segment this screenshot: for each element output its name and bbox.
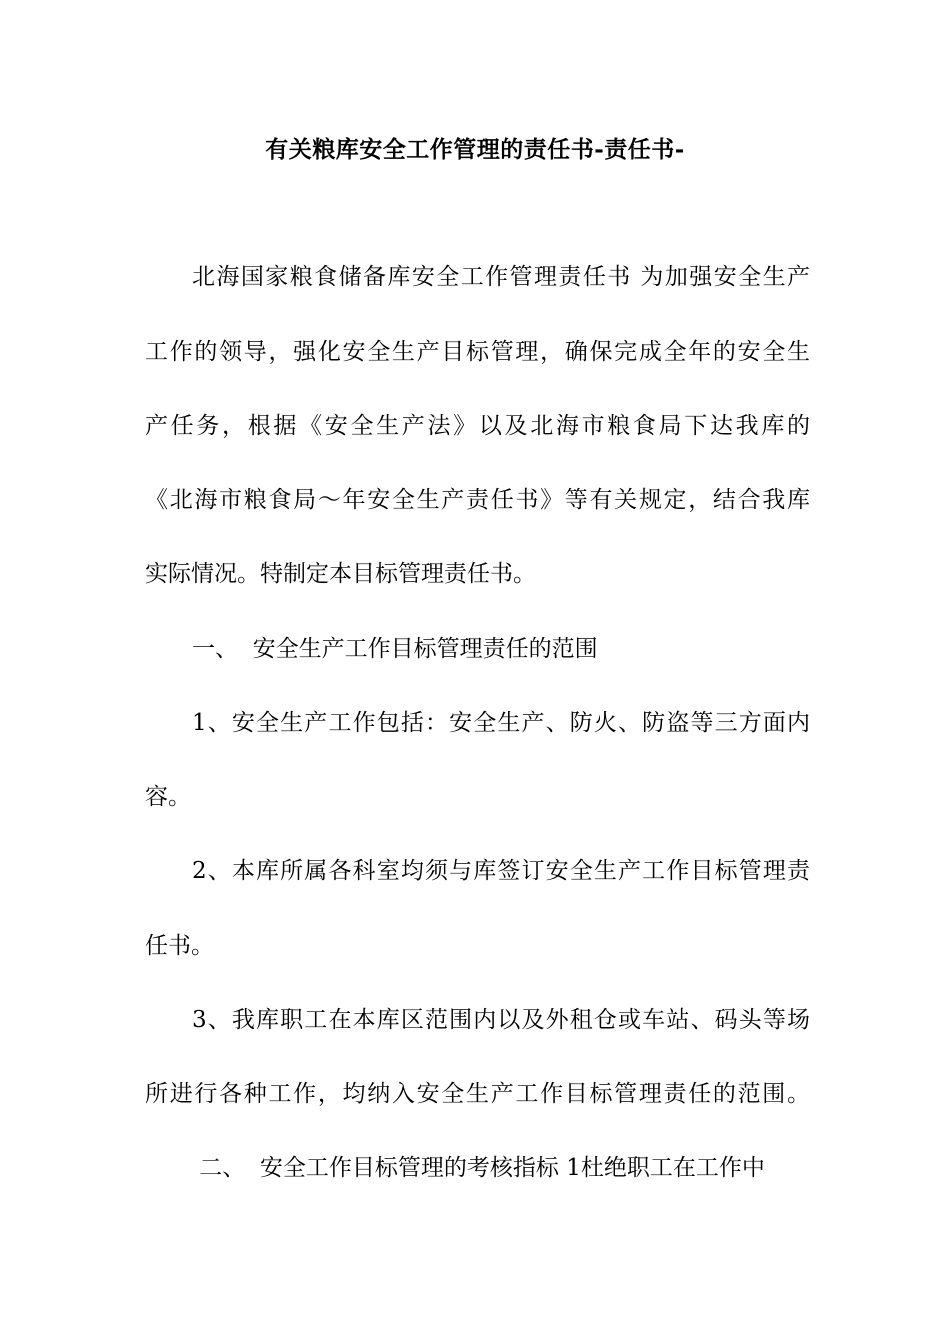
paragraph-line: 产任务，根据《安全生产法》以及北海市粮食局下达我库的 (145, 413, 810, 439)
paragraph-line: 3、我库职工在本库区范围内以及外租仓或车站、码头等场 (192, 1007, 810, 1033)
paragraph-line: 工作的领导，强化安全生产目标管理，确保完成全年的安全生 (145, 339, 810, 365)
paragraph-line: 北海国家粮食储备库安全工作管理责任书 为加强安全生产 (192, 264, 810, 290)
section-heading: 一、 安全生产工作目标管理责任的范围 (192, 636, 598, 662)
paragraph-line: 任书。 (145, 933, 214, 959)
paragraph-line: 容。 (145, 784, 191, 810)
paragraph-line: 所进行各种工作，均纳入安全生产工作目标管理责任的范围。 (145, 1081, 810, 1107)
paragraph-line: 2、本库所属各科室均须与库签订安全生产工作目标管理责 (192, 858, 810, 884)
document-title: 有关粮库安全工作管理的责任书-责任书- (265, 136, 685, 163)
section-heading: 二、 安全工作目标管理的考核指标 1杜绝职工在工作中 (192, 1155, 765, 1181)
paragraph-line: 1、安全生产工作包括：安全生产、防火、防盗等三方面内 (192, 710, 810, 736)
paragraph-line: 《北海市粮食局～年安全生产责任书》等有关规定，结合我库 (145, 487, 810, 513)
paragraph-line: 实际情况。特制定本目标管理责任书。 (145, 561, 536, 587)
